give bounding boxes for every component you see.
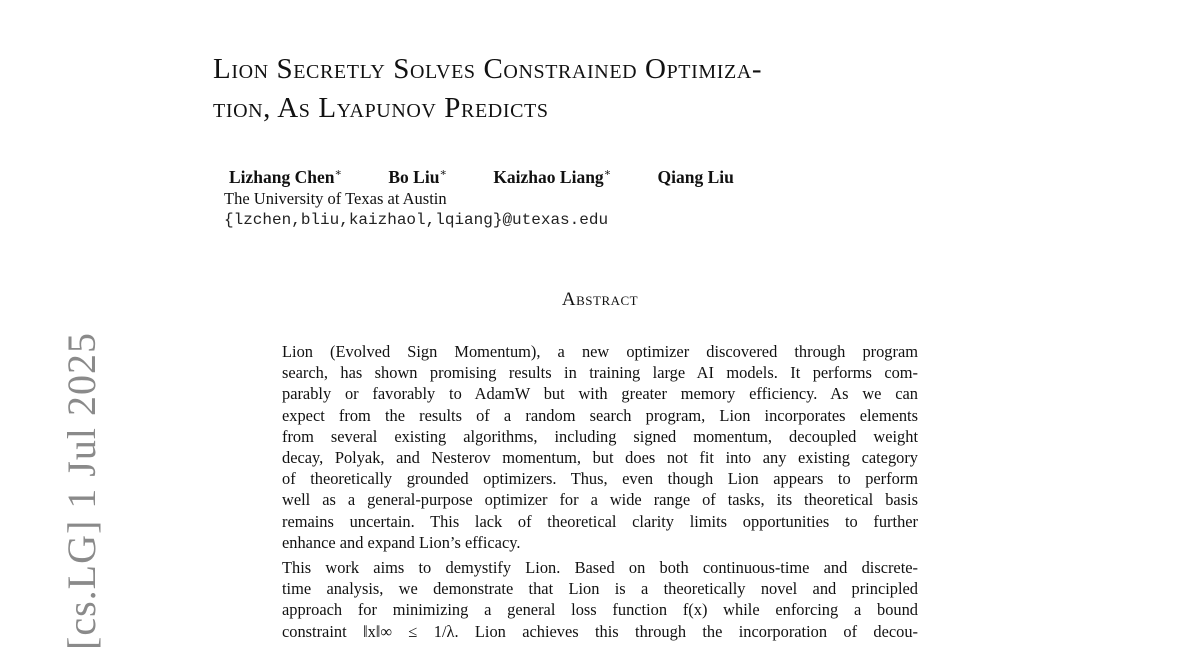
abstract-line: from several existing algorithms, including signed momentum, decoupled weight <box>282 426 918 446</box>
abstract-body <box>282 341 918 646</box>
abstract-line: of theoretically grounded optimizers. Thus, even though Lion appears to perform <box>282 469 918 489</box>
abstract-paragraph-2 <box>282 557 918 642</box>
author-mark: ∗ <box>334 167 342 179</box>
abstract-line: remains uncertain. This lack of theoretical clarity limits opportunities to further <box>282 511 918 531</box>
abstract-line: decay, Polyak, and Nesterov momentum, but does not fit into any existing category <box>282 448 918 468</box>
author-name: Kaizhao Liang <box>493 166 604 187</box>
abstract-line: parably or favorably to AdamW but with greater memory efficiency. As we can <box>282 384 918 404</box>
abstract-line: well as a general-purpose optimizer for a wide range of tasks, its theoretical basis <box>282 490 918 510</box>
affiliation: The University of Texas at Austin <box>224 189 447 208</box>
abstract-line: approach for minimizing a general loss function f(x) while enforcing a bound <box>282 600 918 620</box>
abstract-paragraph-1 <box>282 341 918 553</box>
author-2 <box>388 166 447 188</box>
abstract-heading: Abstract <box>561 289 639 310</box>
author-mark: ∗ <box>603 167 612 179</box>
arxiv-side-stamp: [cs.LG] 1 Jul 2025 <box>59 332 104 650</box>
author-3 <box>493 166 611 188</box>
abstract-line: constraint ‖x‖∞ ≤ 1/λ. Lion achieves this through the incorporation of decou- <box>282 621 918 641</box>
abstract-line: expect from the results of a random search program, Lion incorporates elements <box>282 405 918 425</box>
author-mark: ∗ <box>439 167 447 179</box>
author-1 <box>229 166 342 188</box>
abstract-line: This work aims to demystify Lion. Based on both continuous-time and discrete- <box>282 558 918 578</box>
author-name: Bo Liu <box>388 166 440 187</box>
author-name: Qiang Liu <box>657 166 734 187</box>
abstract-line: enhance and expand Lion’s efficacy. <box>282 532 521 552</box>
abstract-line: Lion (Evolved Sign Momentum), a new optimizer discovered through program <box>282 342 918 361</box>
author-4 <box>658 167 734 188</box>
abstract-line: time analysis, we demonstrate that Lion is a theoretically novel and principled <box>282 579 918 599</box>
author-list <box>229 166 734 188</box>
title-line-2: tion, As Lyapunov Predicts <box>213 92 549 124</box>
author-emails: {lzchen,bliu,kaizhaol,lqiang}@utexas.edu <box>224 211 609 229</box>
author-name: Lizhang Chen <box>229 166 335 187</box>
paper-title <box>213 50 1013 128</box>
title-line-1: Lion Secretly Solves Constrained Optimiza- <box>213 53 763 85</box>
abstract-line: search, has shown promising results in training large AI models. It performs com- <box>282 363 918 383</box>
